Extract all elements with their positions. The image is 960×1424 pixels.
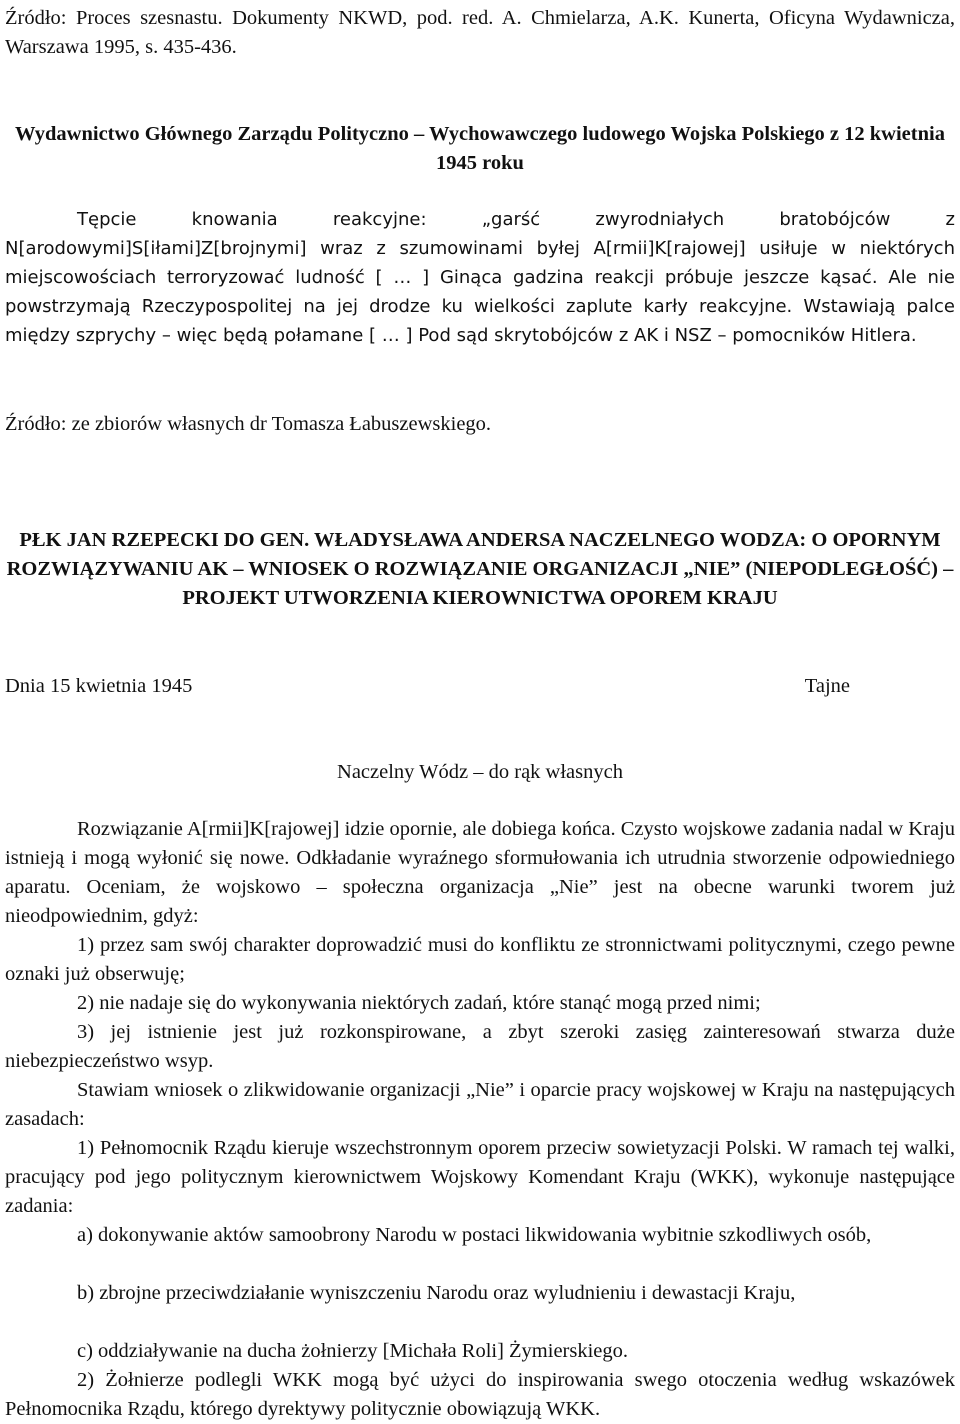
- letter-date: Dnia 15 kwietnia 1945: [5, 675, 193, 697]
- letter-paragraph: Rozwiązanie A[rmii]K[rajowej] idzie opornie, ale dobiega końca. Czysto wojskowe zadania nadal w Kraju istnieją i mogą wyłonić się nowe. Odkładanie wyraźnego sformułowania ich utrudnia stworzenie odpowiedniego aparatu. Oceniam, że wojskowo – społeczna organizacja „Nie” jest na obecne warunki tworem już nieodpowiednim, gdyż:: [5, 818, 955, 927]
- letter-reason-2: 2) nie nadaje się do wykonywania niektórych zadań, które stanąć mogą przed nimi;: [77, 992, 761, 1014]
- letter-reason-3: 3) jej istnienie jest już rozkonspirowane, a zbyt szeroki zasięg zainteresowań stwarza duże niebezpieczeństwo wsyp.: [5, 1021, 955, 1072]
- source-citation-2: Źródło: ze zbiorów własnych dr Tomasza Łabuszewskiego.: [5, 413, 492, 435]
- classification-label: Tajne: [804, 675, 850, 697]
- letter-date-row: [5, 672, 955, 701]
- letter-proposal: Stawiam wniosek o zlikwidowanie organizacji „Nie” i oparcie pracy wojskowej w Kraju na następujących zasadach:: [5, 1079, 955, 1130]
- leaflet-body: Tępcie knowania reakcyjne: „garść zwyrodniałych bratobójców z N[arodowymi]S[iłami]Z[brojnymi] wraz z szumowinami byłej A[rmii]K[rajowej] usiłuje w niektórych miejscowościach terroryzować ludność [ … ] Ginąca gadzina reakcji próbuje jeszcze kąsać. Ale nie powstrzymają Rzeczypospolitej na jej drodze ku wielkości zaplute karły reakcyjne. Wstawiają palce między szprychy – więc będą połamane [ … ] Pod sąd skrytobójców z AK i NSZ – pomocników Hitlera.: [5, 209, 955, 346]
- letter-task-a: a) dokonywanie aktów samoobrony Narodu w postaci likwidowania wybitnie szkodliwych osób,: [77, 1224, 872, 1246]
- letter-task-c: c) oddziaływanie na ducha żołnierzy [Michała Roli] Żymierskiego.: [77, 1340, 629, 1362]
- letter-principle-1: 1) Pełnomocnik Rządu kieruje wszechstronnym oporem przeciw sowietyzacji Polski. W ramach tej walki, pracujący pod jego politycznym kierownictwem Wojskowy Komendant Kraju (WKK), wykonuje następujące zadania:: [5, 1137, 955, 1217]
- letter-principle-2: 2) Żołnierze podlegli WKK mogą być użyci do inspirowania swego otoczenia według wskazówek Pełnomocnika Rządu, którego dyrektywy politycznie obowiązują WKK.: [5, 1369, 955, 1420]
- source-citation-1: Źródło: Proces szesnastu. Dokumenty NKWD, pod. red. A. Chmielarza, A.K. Kunerta, Oficyna Wydawnicza, Warszawa 1995, s. 435-436.: [5, 7, 955, 58]
- letter-addressee: Naczelny Wódz – do rąk własnych: [337, 761, 623, 783]
- leaflet-heading: Wydawnictwo Głównego Zarządu Polityczno – Wychowawczego ludowego Wojska Polskiego z 12 kwietnia 1945 roku: [15, 123, 945, 174]
- letter-task-b: b) zbrojne przeciwdziałanie wyniszczeniu Narodu oraz wyludnieniu i dewastacji Kraju,: [77, 1282, 796, 1304]
- letter-reason-1: 1) przez sam swój charakter doprowadzić musi do konfliktu ze stronnictwami politycznymi, czego pewne oznaki już obserwuję;: [5, 934, 955, 985]
- letter-title: PŁK JAN RZEPECKI DO GEN. WŁADYSŁAWA ANDERSA NACZELNEGO WODZA: O OPORNYM ROZWIĄZYWANIU AK – WNIOSEK O ROZWIĄZANIE ORGANIZACJI „NIE” (NIEPODLEGŁOŚĆ) – PROJEKT UTWORZENIA KIEROWNICTWA OPOREM KRAJU: [6, 529, 954, 609]
